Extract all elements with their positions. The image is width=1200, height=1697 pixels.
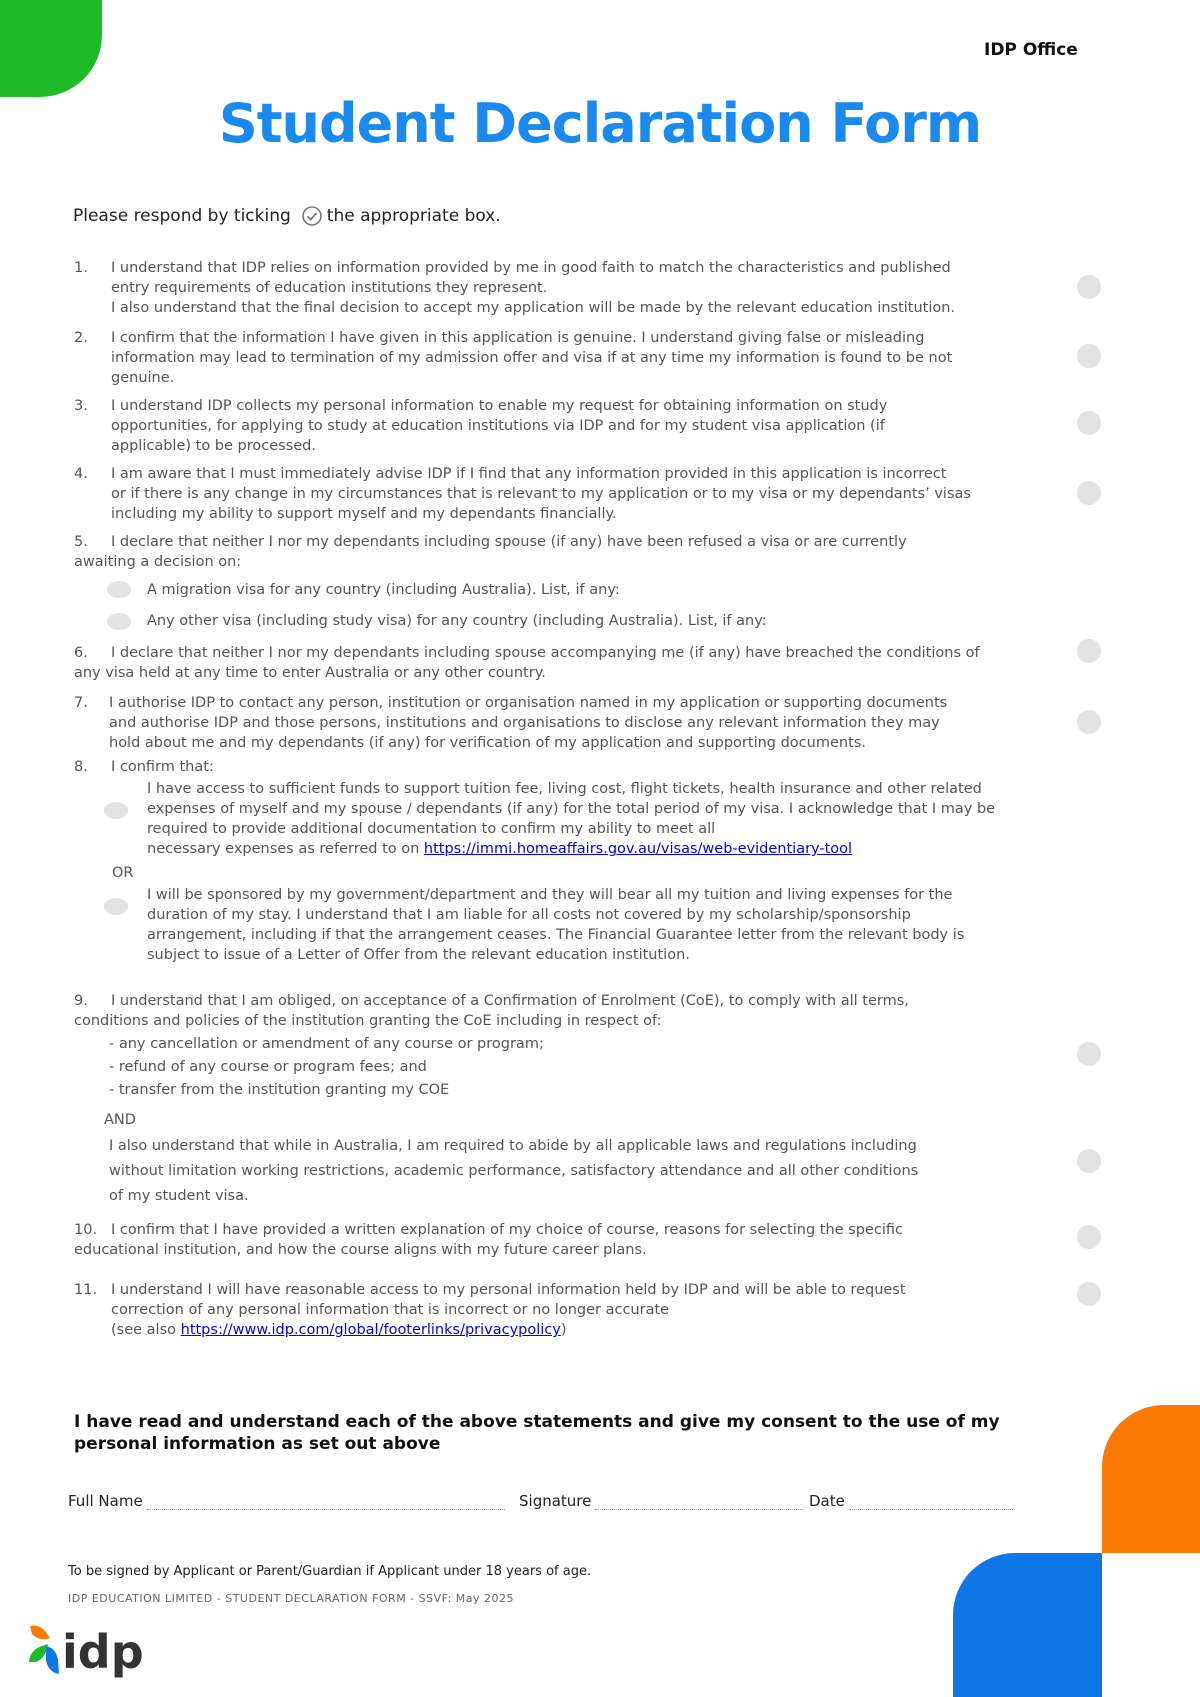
- consent-statement: I have read and understand each of the above statements and give my consent to the use of my personal information as set out above: [74, 1412, 1000, 1454]
- instruction-line: [73, 205, 501, 227]
- date-field[interactable]: [809, 1492, 1013, 1510]
- item-8-b-line: subject to issue of a Letter of Offer from the relevant education institution.: [147, 947, 690, 963]
- item-4-line: or if there is any change in my circumstances that is relevant to my application or to my visa or my dependants’ visas: [111, 486, 971, 502]
- orange-corner-shape: [1102, 1405, 1200, 1553]
- item-1-line: I understand that IDP relies on information provided by me in good faith to match the characteristics and published: [111, 260, 951, 276]
- item-9-bullet: - any cancellation or amendment of any course or program;: [109, 1036, 544, 1052]
- item-3-text: [111, 396, 887, 456]
- item-8-b-line: arrangement, including if that the arrangement ceases. The Financial Guarantee letter from the relevant body is: [147, 927, 965, 943]
- item-4-number: 4.: [74, 466, 88, 482]
- item-1-line: I also understand that the final decision to accept my application will be made by the relevant education institution.: [111, 300, 956, 316]
- item-5-option-1-label: A migration visa for any country (including Australia). List, if any:: [147, 582, 620, 598]
- item-2-text: [111, 328, 952, 388]
- logo-wordmark: idp: [62, 1625, 144, 1679]
- item-10-number: 10.: [74, 1222, 98, 1238]
- item-8-number: 8.: [74, 759, 88, 775]
- item-1-line: entry requirements of education institutions they represent.: [111, 280, 548, 296]
- signature-line[interactable]: [595, 1495, 803, 1510]
- item-8-b-line: I will be sponsored by my government/department and they will bear all my tuition and living expenses for the: [147, 887, 953, 903]
- item-5-number: 5.: [74, 534, 88, 550]
- item-9-bullet: - transfer from the institution granting my COE: [109, 1082, 450, 1098]
- item-9-and-text: [109, 1134, 918, 1209]
- idp-office-label: IDP Office: [984, 40, 1078, 60]
- blue-corner-shape: [953, 1553, 1102, 1697]
- item-8-a-line: I have access to sufficient funds to support tuition fee, living cost, flight tickets, health insurance and other related: [147, 781, 982, 797]
- item-4-text: [111, 464, 971, 524]
- item-7-line: hold about me and my dependants (if any) for verification of my application and supporting documents.: [109, 735, 866, 751]
- item-5-option-1-checkbox[interactable]: [107, 581, 131, 598]
- item-5-option-2-checkbox[interactable]: [107, 613, 131, 630]
- item-11-line: correction of any personal information that is incorrect or no longer accurate: [111, 1302, 670, 1318]
- item-8-a-line: [147, 839, 995, 859]
- instruction-before: Please respond by ticking: [73, 206, 291, 226]
- item-10-checkbox[interactable]: [1077, 1225, 1101, 1249]
- item-8-a-line: expenses of myself and my spouse / dependants (if any) for the total period of my visa. I acknowledge that I may be: [147, 801, 996, 817]
- item-1-text: [111, 258, 955, 318]
- item-2-line: information may lead to termination of my admission offer and visa if at any time my information is found to be not: [111, 350, 953, 366]
- item-3-number: 3.: [74, 398, 88, 414]
- full-name-label: Full Name: [68, 1492, 143, 1510]
- check-circle-icon: [301, 205, 323, 227]
- item-1-checkbox[interactable]: [1077, 275, 1101, 299]
- item-2-line: genuine.: [111, 370, 175, 386]
- date-line[interactable]: [849, 1495, 1013, 1510]
- item-4-checkbox[interactable]: [1077, 481, 1101, 505]
- item-9-and-checkbox[interactable]: [1077, 1149, 1101, 1173]
- idp-logo: [26, 1620, 166, 1682]
- item-8-option-b-checkbox[interactable]: [104, 898, 128, 915]
- instruction-after: the appropriate box.: [326, 206, 501, 226]
- item-11-see-also: (see also: [111, 1322, 177, 1338]
- item-5-line: awaiting a decision on:: [74, 554, 242, 570]
- item-9-checkbox[interactable]: [1077, 1042, 1101, 1066]
- item-6-number: 6.: [74, 645, 88, 661]
- item-11-number: 11.: [74, 1282, 98, 1298]
- item-6-line: I declare that neither I nor my dependants including spouse accompanying me (if any) have breached the conditions of: [111, 645, 980, 661]
- item-7-line: and authorise IDP and those persons, institutions and organisations to disclose any relevant information they may: [109, 715, 940, 731]
- item-4-line: including my ability to support myself and my dependants financially.: [111, 506, 617, 522]
- item-3-line: I understand IDP collects my personal information to enable my request for obtaining information on study: [111, 398, 888, 414]
- signing-note: To be signed by Applicant or Parent/Guardian if Applicant under 18 years of age.: [68, 1564, 592, 1579]
- item-9-bullet: - refund of any course or program fees; and: [109, 1059, 427, 1075]
- full-name-field[interactable]: [68, 1492, 505, 1510]
- item-11-checkbox[interactable]: [1077, 1282, 1101, 1306]
- item-2-line: I confirm that the information I have given in this application is genuine. I understand giving false or misleading: [111, 330, 925, 346]
- item-5-line: I declare that neither I nor my dependants including spouse (if any) have been refused a visa or are currently: [111, 534, 907, 550]
- item-11-line: [111, 1320, 906, 1340]
- item-2-checkbox[interactable]: [1077, 344, 1101, 368]
- item-8-line: I confirm that:: [111, 759, 214, 775]
- item-1-number: 1.: [74, 260, 88, 276]
- item-9-and-label: AND: [104, 1112, 136, 1128]
- item-3-line: opportunities, for applying to study at education institutions via IDP and for my student visa application (if: [111, 418, 885, 434]
- item-7-checkbox[interactable]: [1077, 710, 1101, 734]
- item-8-a-line-text: necessary expenses as referred to on: [147, 841, 420, 857]
- item-5-option-2-label: Any other visa (including study visa) for any country (including Australia). List, if any:: [147, 613, 767, 629]
- item-9-line: conditions and policies of the institution granting the CoE including in respect of:: [74, 1013, 662, 1029]
- evidentiary-tool-link[interactable]: https://immi.homeaffairs.gov.au/visas/web-evidentiary-tool: [423, 841, 853, 857]
- item-9-number: 9.: [74, 993, 88, 1009]
- item-11-close-paren: ): [560, 1322, 567, 1338]
- item-7-text: [109, 693, 947, 753]
- item-8-option-b-text: [147, 885, 964, 965]
- item-8-or-label: OR: [112, 865, 134, 881]
- item-7-line: I authorise IDP to contact any person, institution or organisation named in my application or supporting documents: [109, 695, 948, 711]
- item-9-line: I understand that I am obliged, on acceptance of a Confirmation of Enrolment (CoE), to comply with all terms,: [111, 993, 909, 1009]
- footer-note: IDP EDUCATION LIMITED - STUDENT DECLARATION FORM - SSVF: May 2025: [68, 1592, 515, 1605]
- item-8-option-a-text: [147, 779, 995, 859]
- item-9-c-line: I also understand that while in Australia, I am required to abide by all applicable laws and regulations including: [109, 1138, 917, 1154]
- item-8-b-line: duration of my stay. I understand that I am liable for all costs not covered by my scholarship/sponsorship: [147, 907, 911, 923]
- item-8-a-line: required to provide additional documentation to confirm my ability to meet all: [147, 821, 716, 837]
- item-10-line: educational institution, and how the course aligns with my future career plans.: [74, 1242, 647, 1258]
- item-3-checkbox[interactable]: [1077, 411, 1101, 435]
- item-2-number: 2.: [74, 330, 88, 346]
- item-6-checkbox[interactable]: [1077, 639, 1101, 663]
- item-11-text: [111, 1280, 906, 1340]
- signature-label: Signature: [519, 1492, 592, 1510]
- item-6-line: any visa held at any time to enter Australia or any other country.: [74, 665, 546, 681]
- item-9-c-line: of my student visa.: [109, 1188, 249, 1204]
- item-9-c-line: without limitation working restrictions, academic performance, satisfactory attendance and all other conditions: [109, 1163, 919, 1179]
- item-11-line: I understand I will have reasonable access to my personal information held by IDP and will be able to request: [111, 1282, 906, 1298]
- item-4-line: I am aware that I must immediately advise IDP if I find that any information provided in this application is incorrect: [111, 466, 947, 482]
- date-label: Date: [809, 1492, 845, 1510]
- item-10-line: I confirm that I have provided a written explanation of my choice of course, reasons for selecting the specific: [111, 1222, 903, 1238]
- page-title: Student Declaration Form: [218, 92, 982, 155]
- item-7-number: 7.: [74, 695, 88, 711]
- privacy-policy-link[interactable]: https://www.idp.com/global/footerlinks/privacypolicy: [180, 1322, 561, 1338]
- full-name-line[interactable]: [147, 1495, 505, 1510]
- green-corner-shape: [0, 0, 102, 97]
- item-8-option-a-checkbox[interactable]: [104, 802, 128, 819]
- signature-field[interactable]: [519, 1492, 803, 1510]
- item-3-line: applicable) to be processed.: [111, 438, 316, 454]
